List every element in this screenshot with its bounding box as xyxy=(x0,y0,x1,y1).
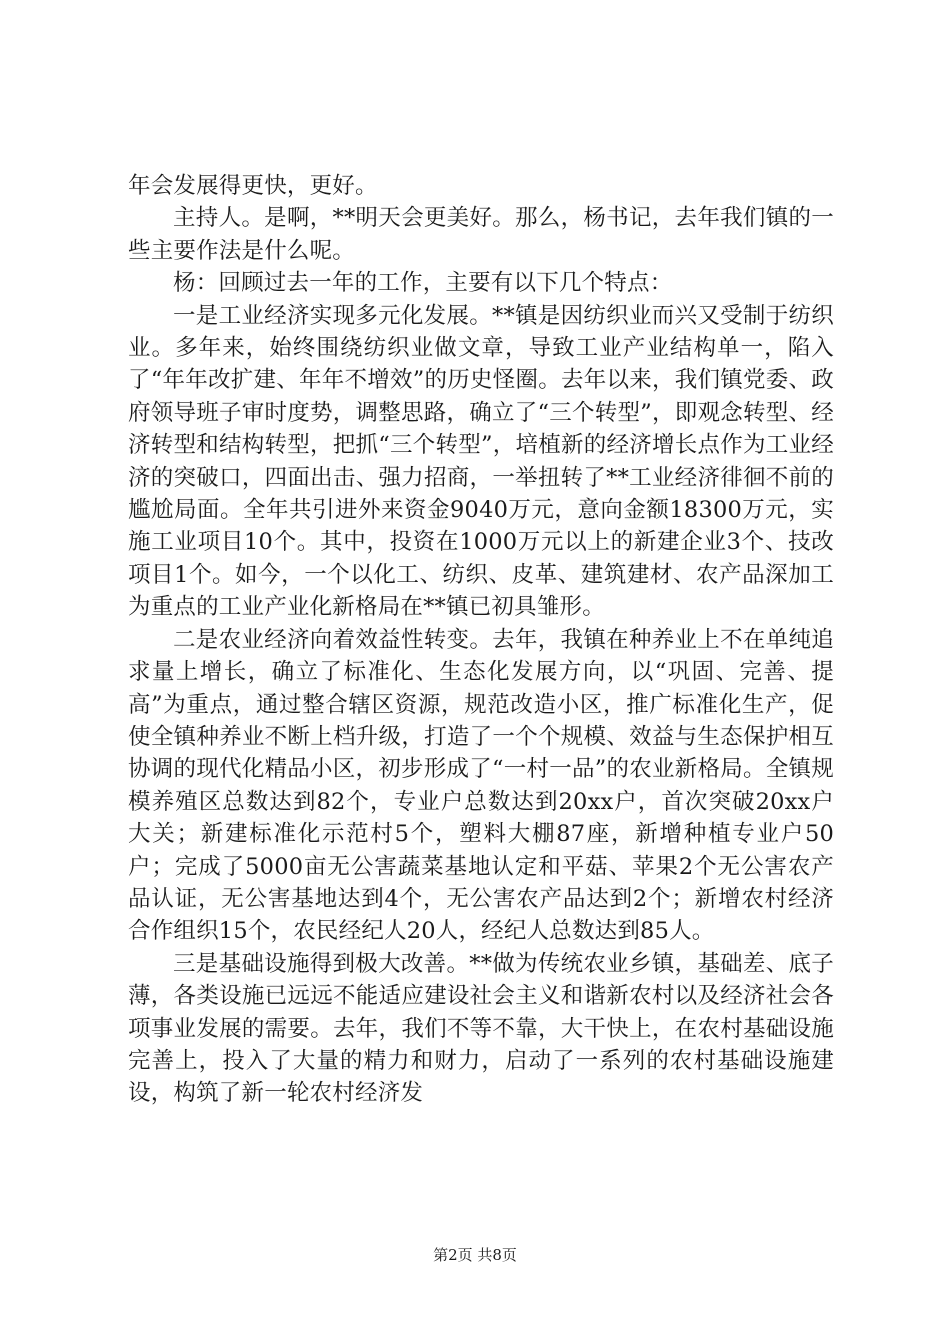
paragraph-yang-intro: 杨：回顾过去一年的工作，主要有以下几个特点： xyxy=(173,270,673,297)
paragraph-industry: 一是工业经济实现多元化发展。**镇是因纺织业而兴又受制于纺织业。多年来，始终围绕纺织业做文章，导致工业产业结构单一，陷入了“年年改扩建、年年不增效”的历史怪圈。去年以来，我们镇党委、政府领导班子审时度势，调整思路，确立了“三个转型”，即观念转型、经济转型和结构转型，把抓“三个转型”，培植新的经济增长点作为工业经济的突破口，四面出击、强力招商，一举扭转了**工业经济徘徊不前的尴尬局面。全年共引进外来资金9040万元，意向金额18300万元，实施工业项目10个。其中，投资在1000万元以上的新建企业3个、技改项目1个。如今，一个以化工、纺织、皮革、建筑建材、农产品深加工为重点的工业产业化新格局在**镇已初具雏形。 xyxy=(128,302,834,621)
page-number-footer: 第2页 共8页 xyxy=(433,1246,517,1264)
paragraph-host-question: 主持人。是啊，**明天会更美好。那么，杨书记，去年我们镇的一些主要作法是什么呢。 xyxy=(128,205,834,264)
paragraph-infrastructure: 三是基础设施得到极大改善。**做为传统农业乡镇，基础差、底子薄，各类设施已远远不能适应建设社会主义和谐新农村以及经济社会各项事业发展的需要。去年，我们不等不靠，大干快上，在农村基础设施完善上，投入了大量的精力和财力，启动了一系列的农村基础设施建设，构筑了新一轮农村经济发 xyxy=(128,950,834,1107)
paragraph-continuation: 年会发展得更快，更好。 xyxy=(128,173,378,199)
document-body xyxy=(128,170,834,1110)
paragraph-agriculture: 二是农业经济向着效益性转变。去年，我镇在种养业上不在单纯追求量上增长，确立了标准化、生态化发展方向，以“巩固、完善、提高”为重点，通过整合辖区资源，规范改造小区，推广标准化生产，促使全镇种养业不断上档升级，打造了一个个规模、效益与生态保护相互协调的现代化精品小区，初步形成了“一村一品”的农业新格局。全镇规模养殖区总数达到82个，专业户总数达到20xx户，首次突破20xx户大关；新建标准化示范村5个，塑料大棚87座，新增种植专业户50户；完成了5000亩无公害蔬菜基地认定和平菇、苹果2个无公害农产品认证，无公害基地达到4个，无公害农产品达到2个；新增农村经济合作组织15个，农民经纪人20人，经纪人总数达到85人。 xyxy=(128,626,834,945)
